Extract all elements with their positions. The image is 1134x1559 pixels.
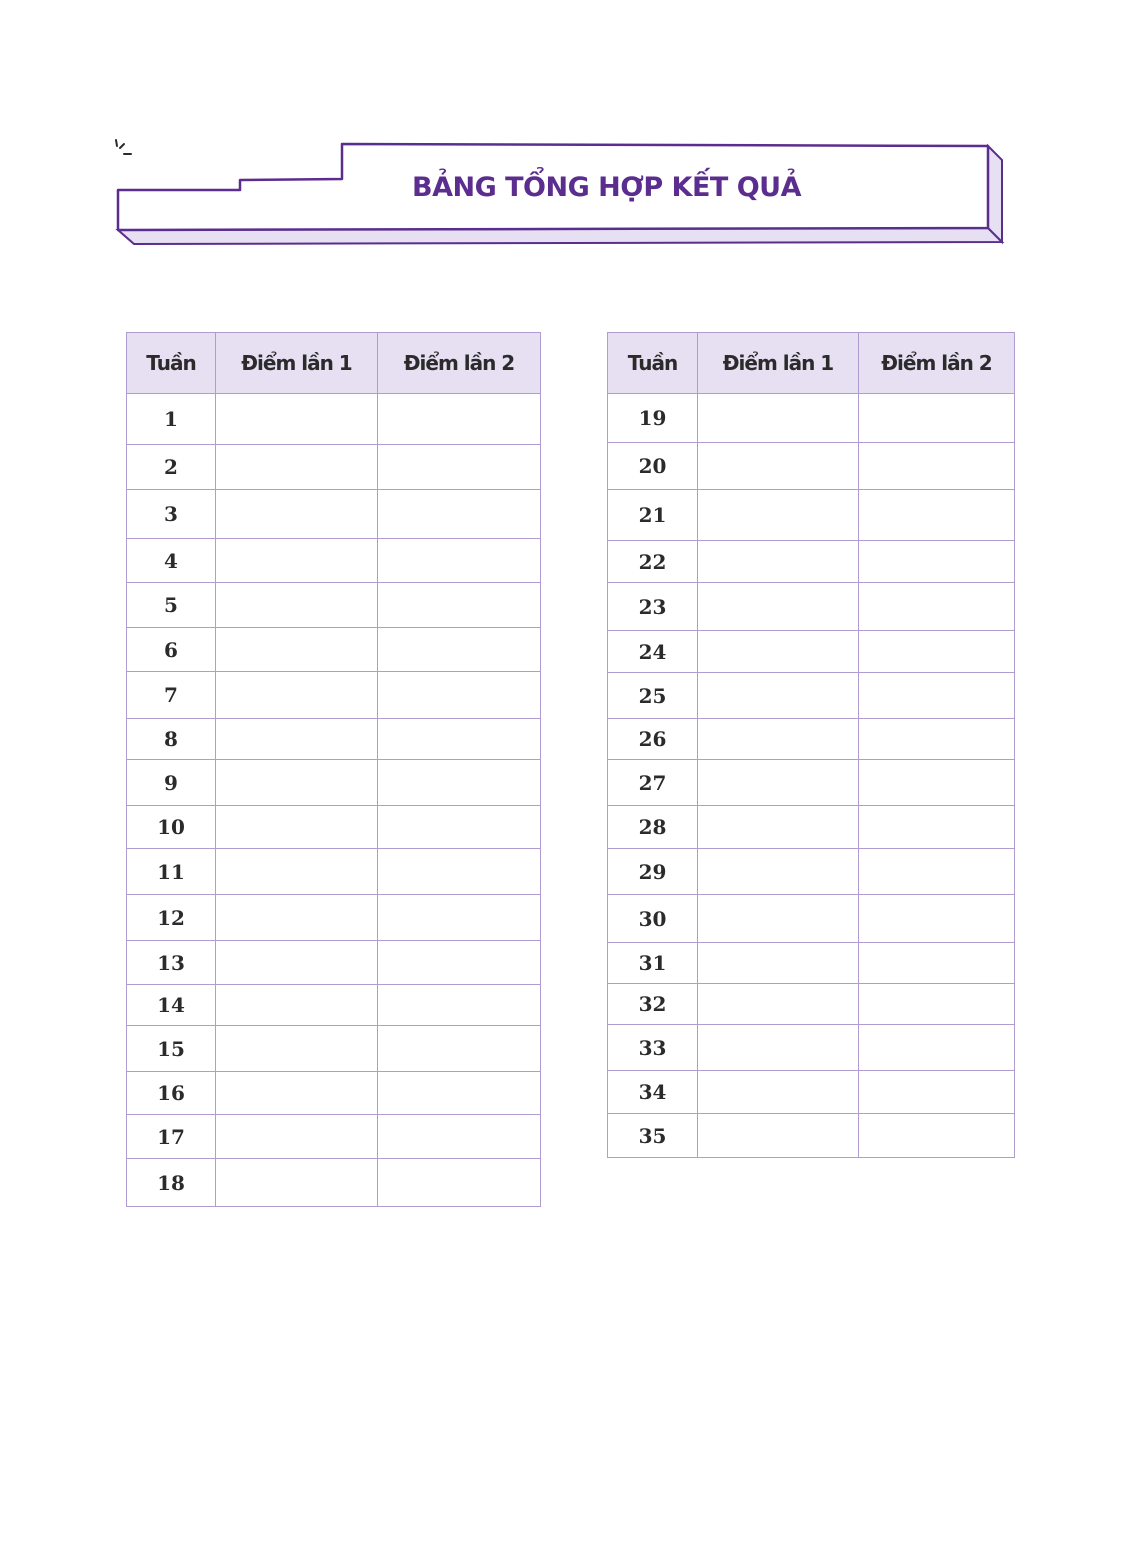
table-row [127,1115,541,1159]
score-2-cell[interactable] [859,394,1015,443]
score-2-cell[interactable] [378,985,541,1026]
table-row [608,806,1015,849]
score-2-cell[interactable] [378,539,541,583]
table-row [608,394,1015,443]
score-1-cell[interactable] [216,1115,378,1159]
week-number: 35 [608,1114,698,1158]
score-1-cell[interactable] [698,1025,859,1071]
score-2-cell[interactable] [378,672,541,719]
score-2-cell[interactable] [859,895,1015,943]
table-row [608,895,1015,943]
score-1-cell[interactable] [216,760,378,806]
header-score-1: Điểm lần 1 [698,333,859,394]
table-row [608,849,1015,895]
week-number: 31 [608,943,698,984]
score-1-cell[interactable] [698,541,859,583]
score-2-cell[interactable] [859,1071,1015,1114]
score-1-cell[interactable] [698,1071,859,1114]
sparkle-icon [112,138,136,162]
table-row [608,1025,1015,1071]
score-2-cell[interactable] [378,583,541,628]
score-2-cell[interactable] [378,1159,541,1207]
banner-title: BẢNG TỔNG HỢP KẾT QUẢ [412,172,801,203]
score-1-cell[interactable] [698,895,859,943]
table-row [127,849,541,895]
week-number: 16 [127,1072,216,1115]
table-row [608,719,1015,760]
score-2-cell[interactable] [378,849,541,895]
week-number: 8 [127,719,216,760]
score-2-cell[interactable] [859,631,1015,673]
header-week: Tuần [608,333,698,394]
week-number: 25 [608,673,698,719]
score-2-cell[interactable] [378,895,541,941]
table-row [608,1114,1015,1158]
week-number: 3 [127,490,216,539]
score-2-cell[interactable] [859,806,1015,849]
score-2-cell[interactable] [378,490,541,539]
score-1-cell[interactable] [698,583,859,631]
score-2-cell[interactable] [859,1025,1015,1071]
table-row [127,539,541,583]
week-number: 27 [608,760,698,806]
score-2-cell[interactable] [859,673,1015,719]
table-row [127,445,541,490]
table-row [127,1072,541,1115]
score-2-cell[interactable] [859,984,1015,1025]
score-1-cell[interactable] [698,806,859,849]
week-number: 15 [127,1026,216,1072]
score-1-cell[interactable] [216,719,378,760]
score-2-cell[interactable] [378,628,541,672]
week-number: 28 [608,806,698,849]
score-2-cell[interactable] [859,849,1015,895]
header-score-1: Điểm lần 1 [216,333,378,394]
table-row [127,672,541,719]
week-number: 22 [608,541,698,583]
score-1-cell[interactable] [216,1072,378,1115]
score-2-cell[interactable] [378,760,541,806]
score-1-cell[interactable] [698,760,859,806]
score-1-cell[interactable] [216,1026,378,1072]
week-number: 12 [127,895,216,941]
score-2-cell[interactable] [859,760,1015,806]
week-number: 20 [608,443,698,490]
table-row [127,394,541,445]
week-number: 17 [127,1115,216,1159]
score-2-cell[interactable] [859,1114,1015,1158]
score-1-cell[interactable] [698,631,859,673]
score-1-cell[interactable] [698,984,859,1025]
score-2-cell[interactable] [378,941,541,985]
week-number: 21 [608,490,698,541]
score-1-cell[interactable] [698,490,859,541]
week-number: 23 [608,583,698,631]
score-2-cell[interactable] [859,583,1015,631]
week-number: 34 [608,1071,698,1114]
header-score-2: Điểm lần 2 [378,333,541,394]
score-1-cell[interactable] [216,490,378,539]
table-row [127,806,541,849]
table-row [608,760,1015,806]
score-1-cell[interactable] [698,673,859,719]
score-1-cell[interactable] [216,895,378,941]
table-row [127,628,541,672]
score-2-cell[interactable] [378,394,541,445]
score-2-cell[interactable] [378,1072,541,1115]
week-number: 24 [608,631,698,673]
table-row [127,1159,541,1207]
score-2-cell[interactable] [859,719,1015,760]
week-number: 9 [127,760,216,806]
score-1-cell[interactable] [216,806,378,849]
header-week: Tuần [127,333,216,394]
table-row [127,985,541,1026]
table-header-row [608,333,1015,394]
table-row [608,583,1015,631]
week-number: 5 [127,583,216,628]
table-row [608,631,1015,673]
score-1-cell[interactable] [698,849,859,895]
week-number: 2 [127,445,216,490]
score-2-cell[interactable] [378,445,541,490]
table-row [608,541,1015,583]
score-1-cell[interactable] [216,583,378,628]
score-1-cell[interactable] [216,941,378,985]
table-header-row [127,333,541,394]
week-number: 4 [127,539,216,583]
week-number: 30 [608,895,698,943]
table-row [127,490,541,539]
score-1-cell[interactable] [216,1159,378,1207]
score-2-cell[interactable] [378,1115,541,1159]
score-1-cell[interactable] [216,628,378,672]
week-number: 7 [127,672,216,719]
table-row [127,583,541,628]
week-number: 13 [127,941,216,985]
score-2-cell[interactable] [859,541,1015,583]
score-1-cell[interactable] [698,943,859,984]
table-row [608,1071,1015,1114]
table-row [127,1026,541,1072]
table-row [608,673,1015,719]
table-row [127,895,541,941]
score-1-cell[interactable] [698,443,859,490]
score-1-cell[interactable] [216,445,378,490]
week-number: 1 [127,394,216,445]
score-1-cell[interactable] [216,672,378,719]
table-row [608,490,1015,541]
title-banner [112,138,1012,250]
score-1-cell[interactable] [698,719,859,760]
week-number: 18 [127,1159,216,1207]
week-number: 19 [608,394,698,443]
score-2-cell[interactable] [859,490,1015,541]
score-2-cell[interactable] [859,443,1015,490]
results-table-left [126,332,541,1207]
week-number: 33 [608,1025,698,1071]
score-1-cell[interactable] [216,394,378,445]
score-1-cell[interactable] [216,985,378,1026]
week-number: 6 [127,628,216,672]
week-number: 10 [127,806,216,849]
table-row [608,984,1015,1025]
score-1-cell[interactable] [698,1114,859,1158]
table-row [608,943,1015,984]
week-number: 14 [127,985,216,1026]
table-row [127,719,541,760]
header-score-2: Điểm lần 2 [859,333,1015,394]
score-2-cell[interactable] [378,719,541,760]
table-row [608,443,1015,490]
table-row [127,760,541,806]
score-1-cell[interactable] [698,394,859,443]
week-number: 29 [608,849,698,895]
score-2-cell[interactable] [378,1026,541,1072]
score-2-cell[interactable] [859,943,1015,984]
week-number: 26 [608,719,698,760]
score-2-cell[interactable] [378,806,541,849]
week-number: 32 [608,984,698,1025]
table-row [127,941,541,985]
score-1-cell[interactable] [216,849,378,895]
results-table-right [607,332,1015,1158]
week-number: 11 [127,849,216,895]
score-1-cell[interactable] [216,539,378,583]
